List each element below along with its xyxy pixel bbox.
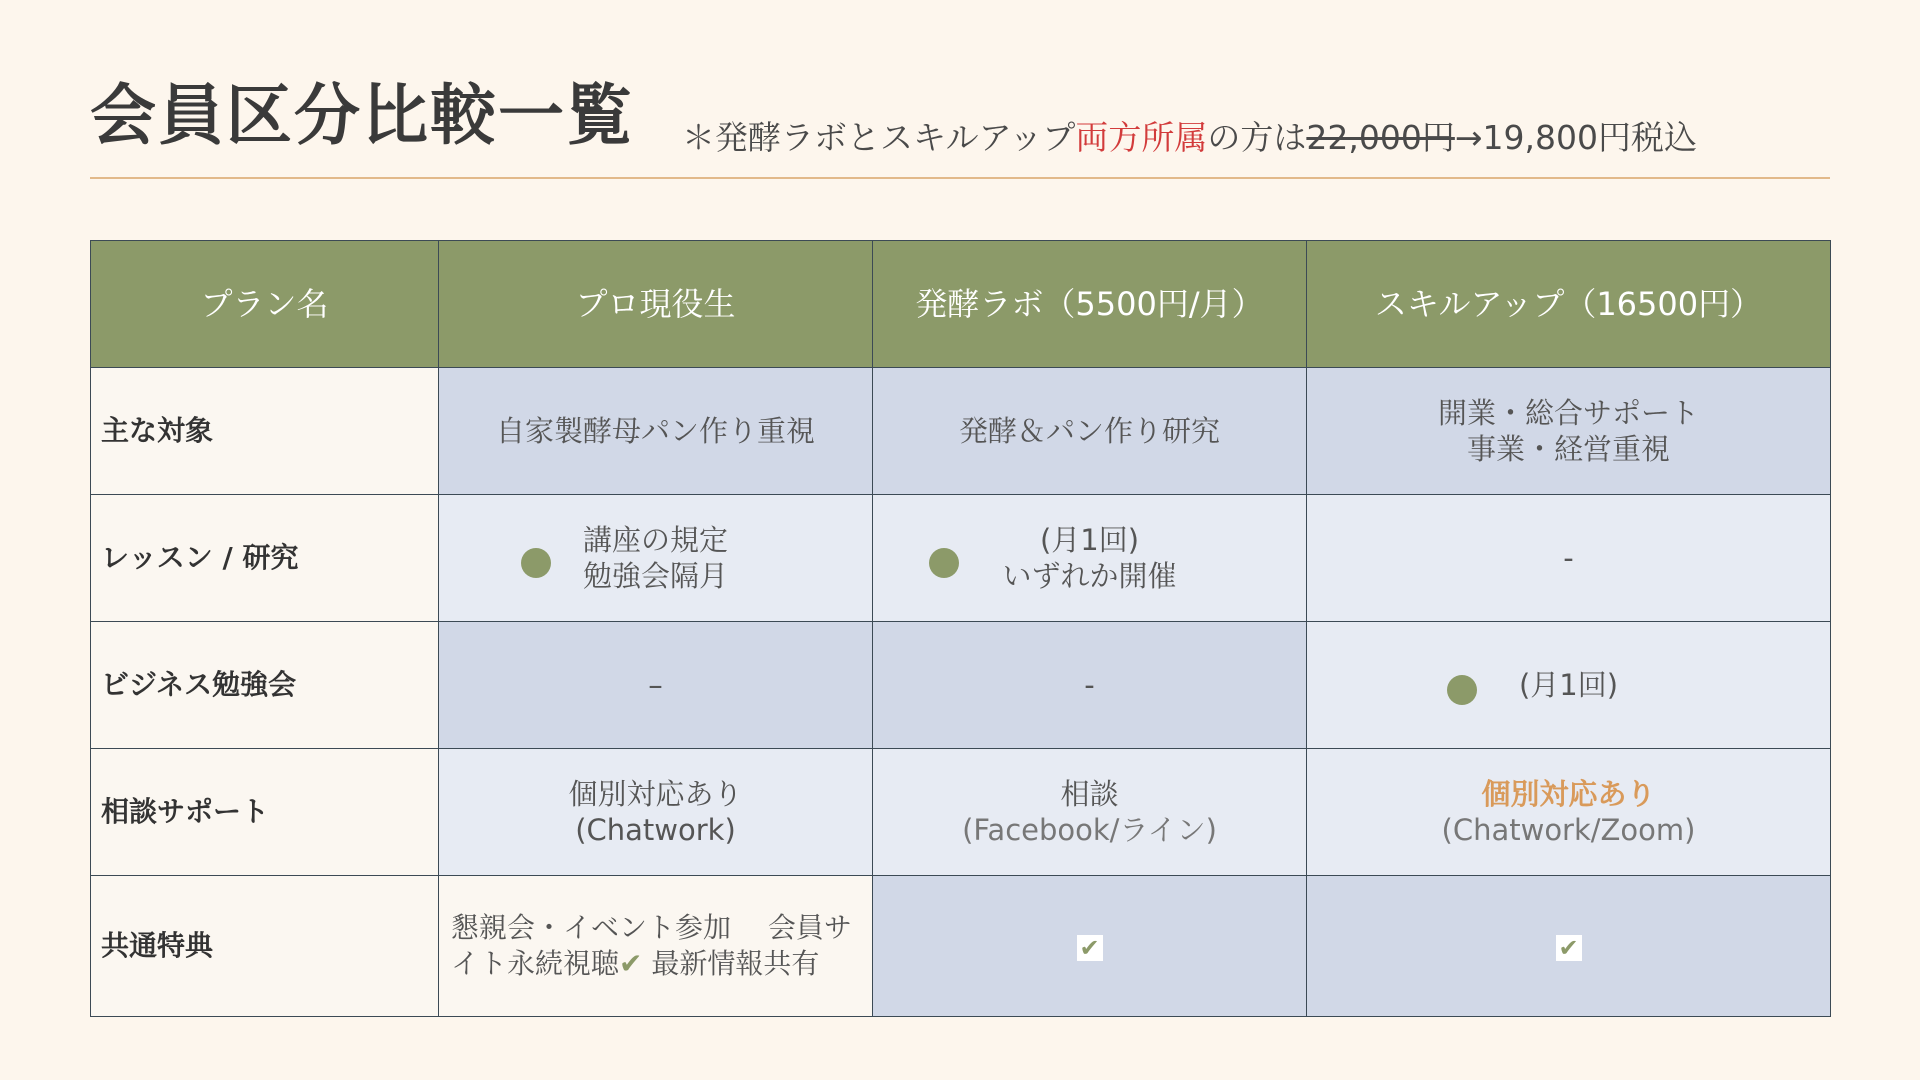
cell-lesson-pro-line2: 勉強会隔月 [582,559,728,593]
page-title: 会員区分比較一覧 [90,77,634,154]
cell-lesson-pro-line1: 講座の規定 [582,523,728,557]
cell-target-lab: 発酵＆パン作り研究 [873,368,1307,495]
cell-business-lab: - [873,622,1307,749]
cell-support-lab [873,749,1307,876]
table-row-support [91,749,1831,876]
cell-business-skill-text: (月1回) [1518,668,1619,702]
cell-lesson-skill: - [1307,495,1831,622]
table-row-business [91,622,1831,749]
cell-business-skill [1307,622,1831,749]
cell-perks-lab [873,876,1307,1017]
cell-target-skill [1307,368,1831,495]
header-skill: スキルアップ（16500円） [1307,241,1831,368]
cell-perks-pro-part2: 最新情報共有 [642,947,820,980]
cell-support-skill [1307,749,1831,876]
table-row-perks [91,876,1831,1017]
row-label-business: ビジネス勉強会 [91,622,439,749]
header-plan-name: プラン名 [91,241,439,368]
note-arrow: → [1454,118,1483,157]
table-row-lesson [91,495,1831,622]
bullet-dot-icon [1447,675,1477,705]
header-lab: 発酵ラボ（5500円/月） [873,241,1307,368]
cell-perks-pro [439,876,873,1017]
cell-lesson-lab-line2: いずれか開催 [1002,559,1177,593]
bullet-dot-icon [929,548,959,578]
cell-perks-skill [1307,876,1831,1017]
bullet-dot-icon [521,548,551,578]
cell-support-pro [439,749,873,876]
row-label-lesson: レッスン / 研究 [91,495,439,622]
cell-target-skill-line1: 開業・総合サポート [1437,396,1699,430]
title-divider [90,177,1830,179]
note-accent: 両方所属 [1075,118,1208,157]
note-middle: の方は [1207,118,1307,157]
cell-support-skill-line1: 個別対応あり [1481,777,1656,811]
cell-target-skill-line2: 事業・経営重視 [1466,432,1670,466]
cell-support-lab-line1: 相談 [1060,777,1119,811]
row-label-support: 相談サポート [91,749,439,876]
cell-lesson-pro [439,495,873,622]
cell-lesson-lab-line1: (月1回) [1039,523,1140,557]
cell-perks-pro-part1: 懇親会・イベント参加 会員サイト永続視聴 [451,911,852,980]
note-prefix: ＊発酵ラボとスキルアップ [682,118,1076,157]
check-icon: ✔ [1556,935,1582,961]
cell-lesson-lab [873,495,1307,622]
table-row-target [91,368,1831,495]
cell-support-lab-line2: (Facebook/ライン) [962,813,1217,847]
check-icon: ✔ [619,947,643,980]
note-old-price: 22,000円 [1306,118,1455,157]
cell-support-pro-line1: 個別対応あり [568,777,743,811]
table-header-row [91,241,1831,368]
comparison-table [90,240,1831,1017]
cell-target-pro: 自家製酵母パン作り重視 [439,368,873,495]
row-label-target: 主な対象 [91,368,439,495]
cell-support-skill-line2: (Chatwork/Zoom) [1441,813,1696,847]
row-label-perks: 共通特典 [91,876,439,1017]
note-new-price: 19,800円税込 [1482,118,1697,157]
check-icon: ✔ [1077,935,1103,961]
cell-business-pro: – [439,622,873,749]
pricing-note [682,112,1697,159]
header-pro: プロ現役生 [439,241,873,368]
cell-support-pro-line2: (Chatwork) [575,813,736,847]
